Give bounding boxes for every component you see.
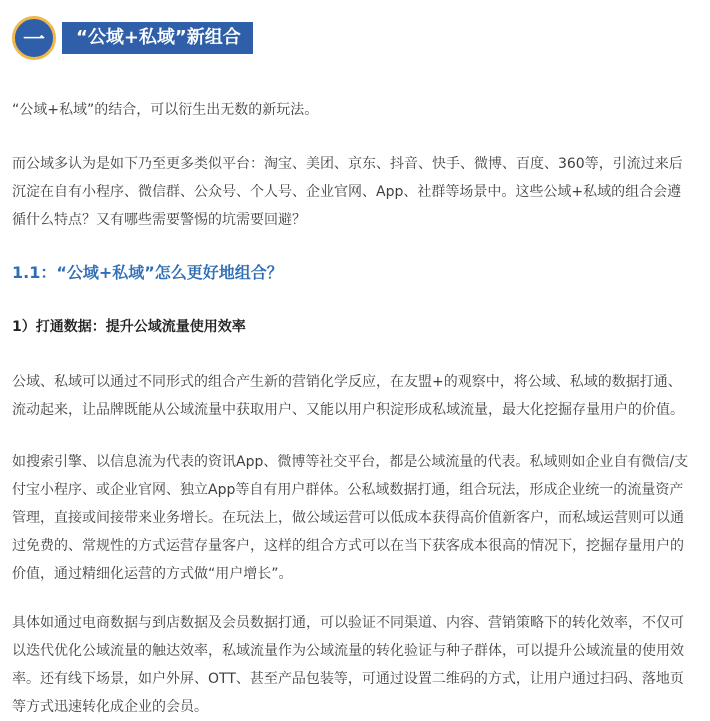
- section-title: “公域+私域”新组合: [62, 22, 253, 54]
- section-header: [12, 16, 252, 60]
- section-number-badge: 一: [12, 16, 56, 60]
- examples-paragraph: 如搜索引擎、以信息流为代表的资讯App、微博等社交平台，都是公域流量的代表。私域则如企业自有微信/支付宝小程序、或企业官网、独立App等自有用户群体。公私域数据打通，组合玩法，形成企业统一的流量资产管理，直接或间接带来业务增长。在玩法上，做公域运营可以低成本获得高价值新客户，而私域运营则可以通过免费的、常规性的方式运营存量客户，这样的组合方式可以在当下获客成本很高的情况下，挖掘存量用户的价值，通过精细化运营的方式做“用户增长”。: [12, 454, 689, 582]
- platforms-paragraph: 而公域多认为是如下乃至更多类似平台：淘宝、美团、京东、抖音、快手、微博、百度、360等，引流过来后沉淀在自有小程序、微信群、公众号、个人号、企业官网、App、社群等场景中。这些公域+私域的组合会遵循什么特点？又有哪些需要警惕的坑需要回避？: [12, 156, 683, 228]
- data-integration-paragraph: 具体如通过电商数据与到店数据及会员数据打通，可以验证不同渠道、内容、营销策略下的转化效率，不仅可以迭代优化公域流量的触达效率，私域流量作为公域流量的转化验证与种子群体，可以提升公域流量的使用效率。还有线下场景，如户外屏、OTT、甚至产品包装等，可通过设置二维码的方式，让用户通过扫码、落地页等方式迅速转化成企业的会员。: [12, 615, 684, 715]
- combination-paragraph: 公域、私域可以通过不同形式的组合产生新的营销化学反应，在友盟+的观察中，将公域、私域的数据打通、流动起来，让品牌既能从公域流量中获取用户、又能以用户积淀形成私域流量，最大化挖掘存量用户的价值。: [12, 374, 684, 418]
- point-heading: 1）打通数据：提升公域流量使用效率: [12, 319, 246, 335]
- intro-paragraph: “公域+私域”的结合，可以衍生出无数的新玩法。: [12, 102, 319, 118]
- subsection-heading: 1.1：“公域+私域”怎么更好地组合？: [12, 263, 283, 282]
